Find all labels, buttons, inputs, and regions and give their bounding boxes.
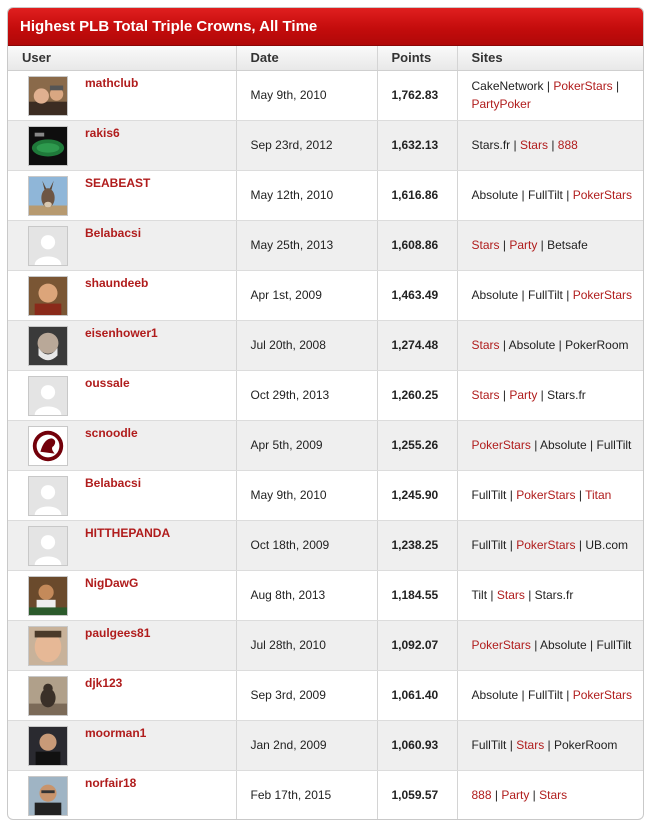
photo-two-men-icon[interactable] bbox=[28, 76, 68, 116]
default-avatar-icon[interactable] bbox=[28, 476, 68, 516]
username-link[interactable]: norfair18 bbox=[85, 775, 137, 790]
user-cell bbox=[8, 520, 236, 570]
site-name: CakeNetwork bbox=[471, 79, 544, 93]
table-row bbox=[8, 720, 644, 770]
site-name: FullTilt bbox=[528, 188, 563, 202]
site-link[interactable]: Stars bbox=[516, 738, 545, 752]
username-link[interactable]: SEABEAST bbox=[85, 175, 151, 190]
leaderboard-table bbox=[8, 46, 644, 820]
site-name: Stars.fr bbox=[534, 588, 574, 602]
panel-title: Highest PLB Total Triple Crowns, All Time bbox=[8, 8, 643, 46]
site-link[interactable]: Stars bbox=[471, 338, 500, 352]
user-cell bbox=[8, 270, 236, 320]
points-cell: 1,060.93 bbox=[377, 720, 457, 770]
user-cell bbox=[8, 670, 236, 720]
gamecock-logo-icon[interactable] bbox=[28, 426, 68, 466]
site-name: FullTilt bbox=[471, 738, 507, 752]
site-separator: | bbox=[562, 288, 573, 302]
table-row bbox=[8, 370, 644, 420]
user-cell bbox=[8, 420, 236, 470]
sites-cell bbox=[457, 170, 644, 220]
username-link[interactable]: paulgees81 bbox=[85, 625, 151, 640]
site-separator: | bbox=[518, 188, 528, 202]
site-name: Absolute bbox=[471, 188, 519, 202]
site-separator: | bbox=[506, 488, 517, 502]
photo-man-table-icon[interactable] bbox=[28, 576, 68, 616]
site-separator: | bbox=[543, 79, 554, 93]
site-separator: | bbox=[555, 338, 566, 352]
username-link[interactable]: djk123 bbox=[85, 675, 123, 690]
username-link[interactable]: eisenhower1 bbox=[85, 325, 158, 340]
site-name: PokerRoom bbox=[565, 338, 629, 352]
site-separator: | bbox=[510, 138, 520, 152]
date-cell: Jul 20th, 2008 bbox=[236, 320, 377, 370]
sites-cell bbox=[457, 370, 644, 420]
column-header-points[interactable]: Points bbox=[377, 46, 457, 70]
sites-cell bbox=[457, 270, 644, 320]
username-link[interactable]: Belabacsi bbox=[85, 475, 142, 490]
site-name: Absolute bbox=[508, 338, 556, 352]
user-cell bbox=[8, 320, 236, 370]
points-cell: 1,463.49 bbox=[377, 270, 457, 320]
sites-cell bbox=[457, 220, 644, 270]
site-separator: | bbox=[491, 788, 502, 802]
site-separator: | bbox=[575, 488, 586, 502]
leaderboard-panel bbox=[7, 7, 644, 820]
table-row bbox=[8, 220, 644, 270]
site-separator: | bbox=[547, 138, 558, 152]
sites-cell bbox=[457, 620, 644, 670]
site-name: FullTilt bbox=[528, 688, 563, 702]
username-link[interactable]: shaundeeb bbox=[85, 275, 149, 290]
site-name: UB.com bbox=[585, 538, 629, 552]
username-link[interactable]: scnoodle bbox=[85, 425, 138, 440]
site-separator: | bbox=[562, 188, 573, 202]
site-name: FullTilt bbox=[471, 488, 507, 502]
sites-cell bbox=[457, 120, 644, 170]
points-cell: 1,260.25 bbox=[377, 370, 457, 420]
site-name: Tilt bbox=[471, 588, 488, 602]
site-name: Absolute bbox=[539, 638, 587, 652]
site-link[interactable]: PokerStars bbox=[471, 438, 531, 452]
username-link[interactable]: moorman1 bbox=[85, 725, 147, 740]
site-link[interactable]: PokerStars bbox=[572, 288, 633, 302]
site-link[interactable]: PokerStars bbox=[471, 638, 531, 652]
points-cell: 1,608.86 bbox=[377, 220, 457, 270]
site-link[interactable]: PokerStars bbox=[572, 188, 633, 202]
sites-cell bbox=[457, 70, 644, 120]
points-cell: 1,245.90 bbox=[377, 470, 457, 520]
points-cell: 1,255.26 bbox=[377, 420, 457, 470]
header-row bbox=[8, 46, 644, 70]
site-name: FullTilt bbox=[528, 288, 563, 302]
photo-face-icon[interactable] bbox=[28, 626, 68, 666]
site-link[interactable]: Stars bbox=[471, 388, 500, 402]
site-name: Absolute bbox=[471, 688, 519, 702]
column-header-date[interactable]: Date bbox=[236, 46, 377, 70]
points-cell: 1,632.13 bbox=[377, 120, 457, 170]
sites-cell bbox=[457, 520, 644, 570]
column-header-user[interactable]: User bbox=[8, 46, 236, 70]
site-name: Stars.fr bbox=[547, 388, 586, 402]
site-separator: | bbox=[586, 438, 597, 452]
points-cell: 1,762.83 bbox=[377, 70, 457, 120]
site-separator: | bbox=[506, 538, 517, 552]
date-cell: May 12th, 2010 bbox=[236, 170, 377, 220]
site-link[interactable]: Party bbox=[509, 388, 538, 402]
sites-cell bbox=[457, 470, 644, 520]
site-link[interactable]: Party bbox=[501, 788, 530, 802]
table-row bbox=[8, 170, 644, 220]
site-separator: | bbox=[499, 388, 510, 402]
site-separator: | bbox=[537, 238, 548, 252]
poker-table-icon[interactable] bbox=[28, 126, 68, 166]
user-cell bbox=[8, 620, 236, 670]
date-cell: Oct 29th, 2013 bbox=[236, 370, 377, 420]
table-row bbox=[8, 270, 644, 320]
table-row bbox=[8, 570, 644, 620]
site-separator: | bbox=[612, 79, 620, 93]
user-cell bbox=[8, 370, 236, 420]
user-cell bbox=[8, 70, 236, 120]
date-cell: Oct 18th, 2009 bbox=[236, 520, 377, 570]
site-separator: | bbox=[518, 288, 528, 302]
table-row bbox=[8, 70, 644, 120]
site-separator: | bbox=[499, 238, 510, 252]
site-separator: | bbox=[562, 688, 573, 702]
photo-man-outdoor-icon[interactable] bbox=[28, 776, 68, 816]
site-link[interactable]: PokerStars bbox=[516, 538, 576, 552]
table-row bbox=[8, 770, 644, 820]
user-cell bbox=[8, 770, 236, 820]
table-row bbox=[8, 470, 644, 520]
site-link[interactable]: Stars bbox=[471, 238, 500, 252]
table-row bbox=[8, 420, 644, 470]
table-row bbox=[8, 320, 644, 370]
points-cell: 1,274.48 bbox=[377, 320, 457, 370]
username-link[interactable]: rakis6 bbox=[85, 125, 120, 140]
site-link[interactable]: Titan bbox=[585, 488, 612, 502]
site-separator: | bbox=[506, 738, 517, 752]
date-cell: Feb 17th, 2015 bbox=[236, 770, 377, 820]
site-link[interactable]: 888 bbox=[557, 138, 578, 152]
user-cell bbox=[8, 170, 236, 220]
column-header-sites[interactable]: Sites bbox=[457, 46, 644, 70]
user-cell bbox=[8, 470, 236, 520]
date-cell: Sep 3rd, 2009 bbox=[236, 670, 377, 720]
sites-cell bbox=[457, 420, 644, 470]
site-separator: | bbox=[487, 588, 497, 602]
site-link[interactable]: Stars bbox=[519, 138, 548, 152]
site-separator: | bbox=[524, 588, 535, 602]
sites-cell bbox=[457, 570, 644, 620]
site-name: PokerRoom bbox=[554, 738, 618, 752]
date-cell: Apr 5th, 2009 bbox=[236, 420, 377, 470]
default-avatar-icon[interactable] bbox=[28, 226, 68, 266]
site-link[interactable]: Stars bbox=[496, 588, 525, 602]
site-link[interactable]: PokerStars bbox=[572, 688, 633, 702]
site-name: FullTilt bbox=[471, 538, 507, 552]
site-name: Betsafe bbox=[547, 238, 588, 252]
sites-cell bbox=[457, 320, 644, 370]
photo-dog-icon[interactable] bbox=[28, 676, 68, 716]
site-separator: | bbox=[518, 688, 528, 702]
site-separator: | bbox=[575, 538, 586, 552]
points-cell: 1,616.86 bbox=[377, 170, 457, 220]
site-name: Absolute bbox=[471, 288, 519, 302]
site-link[interactable]: PartyPoker bbox=[471, 97, 531, 111]
site-name: Absolute bbox=[539, 438, 587, 452]
default-avatar-icon[interactable] bbox=[28, 526, 68, 566]
donkey-icon[interactable] bbox=[28, 176, 68, 216]
site-separator: | bbox=[499, 338, 509, 352]
sites-cell bbox=[457, 770, 644, 820]
site-separator: | bbox=[537, 388, 548, 402]
site-link[interactable]: Party bbox=[509, 238, 538, 252]
user-cell bbox=[8, 720, 236, 770]
username-link[interactable]: oussale bbox=[85, 375, 130, 390]
username-link[interactable]: HITTHEPANDA bbox=[85, 525, 171, 540]
site-link[interactable]: PokerStars bbox=[516, 488, 576, 502]
site-name: Stars.fr bbox=[471, 138, 511, 152]
photo-old-man-icon[interactable] bbox=[28, 326, 68, 366]
points-cell: 1,238.25 bbox=[377, 520, 457, 570]
date-cell: May 25th, 2013 bbox=[236, 220, 377, 270]
photo-man-dark-icon[interactable] bbox=[28, 726, 68, 766]
username-link[interactable]: Belabacsi bbox=[85, 225, 142, 240]
table-row bbox=[8, 120, 644, 170]
user-cell bbox=[8, 570, 236, 620]
site-separator: | bbox=[586, 638, 597, 652]
date-cell: May 9th, 2010 bbox=[236, 70, 377, 120]
username-link[interactable]: mathclub bbox=[85, 75, 139, 90]
points-cell: 1,059.57 bbox=[377, 770, 457, 820]
site-separator: | bbox=[529, 788, 540, 802]
sites-cell bbox=[457, 720, 644, 770]
site-separator: | bbox=[530, 438, 540, 452]
site-link[interactable]: Stars bbox=[539, 788, 568, 802]
site-separator: | bbox=[530, 638, 540, 652]
table-row bbox=[8, 620, 644, 670]
date-cell: Apr 1st, 2009 bbox=[236, 270, 377, 320]
photo-man-icon[interactable] bbox=[28, 276, 68, 316]
site-link[interactable]: 888 bbox=[471, 788, 492, 802]
site-link[interactable]: PokerStars bbox=[553, 79, 613, 93]
date-cell: Jan 2nd, 2009 bbox=[236, 720, 377, 770]
sites-cell bbox=[457, 670, 644, 720]
user-cell bbox=[8, 220, 236, 270]
user-cell bbox=[8, 120, 236, 170]
points-cell: 1,184.55 bbox=[377, 570, 457, 620]
date-cell: Aug 8th, 2013 bbox=[236, 570, 377, 620]
date-cell: Sep 23rd, 2012 bbox=[236, 120, 377, 170]
site-name: FullTilt bbox=[596, 638, 632, 652]
site-separator: | bbox=[544, 738, 554, 752]
table-row bbox=[8, 520, 644, 570]
date-cell: Jul 28th, 2010 bbox=[236, 620, 377, 670]
site-name: FullTilt bbox=[596, 438, 632, 452]
default-avatar-icon[interactable] bbox=[28, 376, 68, 416]
points-cell: 1,061.40 bbox=[377, 670, 457, 720]
username-link[interactable]: NigDawG bbox=[85, 575, 139, 590]
points-cell: 1,092.07 bbox=[377, 620, 457, 670]
table-row bbox=[8, 670, 644, 720]
date-cell: May 9th, 2010 bbox=[236, 470, 377, 520]
